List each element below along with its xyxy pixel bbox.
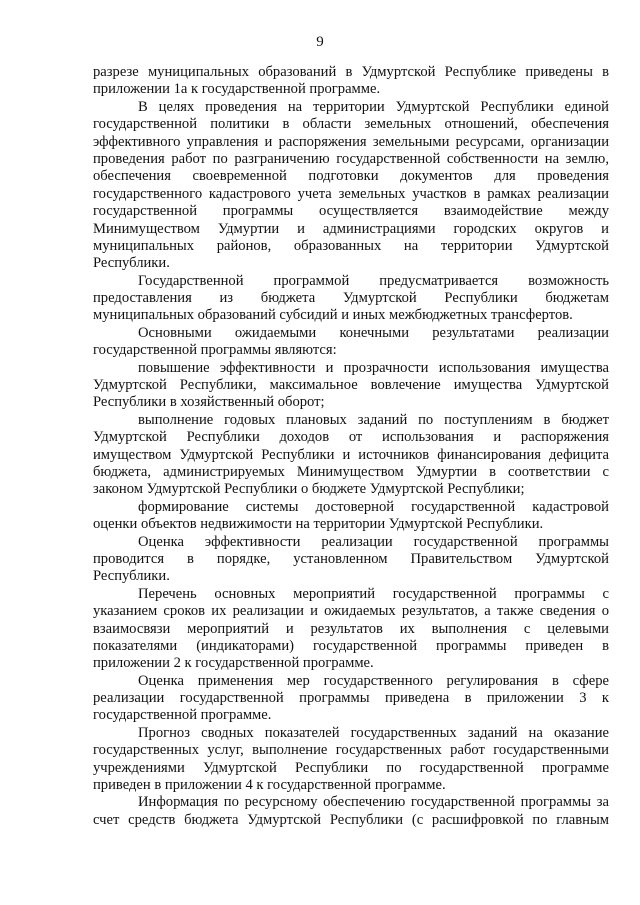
paragraph (93, 64, 609, 99)
text-line: Основными ожидаемыми конечными результатами реализации (138, 324, 609, 341)
paragraph (93, 325, 609, 360)
text-line: государственной программе. (93, 707, 272, 724)
text-line: Перечень основных мероприятий государственной программы с (138, 585, 609, 602)
text-line: бюджета, администрируемых Минимуществом Удмуртии в соответствии с (93, 463, 609, 480)
text-line: Минимуществом Удмуртии и администрациями городских округов и (93, 220, 609, 237)
text-line: повышение эффективности и прозрачности использования имущества (138, 359, 609, 376)
text-line: приложении 2 к государственной программе. (93, 655, 374, 672)
text-line: указанием сроков их реализации и ожидаемых результатов, а также сведения о (93, 603, 609, 620)
text-line: эффективного управления и распоряжения земельными ресурсами, организации (93, 133, 609, 150)
text-line: государственного кадастрового учета земельных участков в рамках реализации (93, 185, 609, 202)
text-line: муниципальных районов, образованных на территории Удмуртской (93, 237, 609, 254)
text-line: оценки объектов недвижимости на территории Удмуртской Республики. (93, 516, 544, 533)
paragraph (93, 412, 609, 499)
paragraph (93, 725, 609, 795)
text-line: приведен в приложении 4 к государственной программе. (93, 777, 446, 794)
text-line: учреждениями Удмуртской Республики по государственной программе (93, 759, 609, 776)
text-line: имуществом Удмуртской Республики и источников финансирования дефицита (93, 446, 609, 463)
text-line: государственной программы являются: (93, 342, 337, 359)
page-number: 9 (316, 34, 324, 50)
text-line: предоставления из бюджета Удмуртской Республики бюджетам (93, 290, 609, 307)
text-line: Государственной программой предусматривается возможность (138, 272, 609, 289)
text-line: государственной политики в области земельных отношений, обеспечения (93, 116, 609, 133)
text-line: взаимосвязи мероприятий и результатов их выполнения с целевыми (93, 620, 609, 637)
text-line: разрезе муниципальных образований в Удмуртской Республике приведены в (93, 64, 609, 80)
text-line: показателями (индикаторами) государственной программы приведен в (93, 637, 609, 654)
text-line: реализации государственной программы приведена в приложении 3 к (93, 690, 609, 707)
paragraph (93, 360, 609, 412)
text-line: Удмуртской Республики доходов от использования и распоряжения (93, 429, 609, 446)
text-line: счет средств бюджета Удмуртской Республики (с расшифровкой по главным (93, 811, 609, 828)
text-line: законом Удмуртской Республики о бюджете Удмуртской Республики; (93, 481, 525, 498)
paragraph (93, 499, 609, 534)
paragraph (93, 534, 609, 586)
paragraph (93, 586, 609, 673)
paragraph (93, 273, 609, 325)
text-line: приложении 1а к государственной программе. (93, 81, 381, 98)
text-line: Информация по ресурсному обеспечению государственной программы за (138, 794, 609, 811)
text-line: обеспечения своевременной подготовки документов для проведения (93, 168, 609, 185)
text-line: Республики. (93, 255, 170, 272)
text-line: формирование системы достоверной государственной кадастровой (138, 498, 609, 515)
text-line: Прогноз сводных показателей государственных заданий на оказание (138, 724, 609, 741)
text-line: Оценка применения мер государственного регулирования в сфере (138, 672, 609, 689)
text-line: проведения работ по разграничению государственной собственности на землю, (93, 150, 609, 167)
body-text (93, 64, 609, 829)
text-line: Оценка эффективности реализации государственной программы (138, 533, 609, 550)
text-line: Удмуртской Республики, максимальное вовлечение имущества Удмуртской (93, 377, 609, 394)
text-line: выполнение годовых плановых заданий по поступлениям в бюджет (138, 411, 609, 428)
text-line: В целях проведения на территории Удмуртской Республики единой (138, 98, 609, 115)
text-line: Республики в хозяйственный оборот; (93, 394, 325, 411)
text-line: проводится в порядке, установленном Правительством Удмуртской (93, 550, 609, 567)
paragraph (93, 99, 609, 273)
text-line: государственных услуг, выполнение государственных работ государственными (93, 742, 609, 759)
text-line: Республики. (93, 568, 170, 585)
text-line: государственной программы осуществляется взаимодействие между (93, 203, 609, 220)
text-line: муниципальных образований субсидий и иных межбюджетных трансфертов. (93, 307, 573, 324)
paragraph (93, 794, 609, 829)
paragraph (93, 673, 609, 725)
